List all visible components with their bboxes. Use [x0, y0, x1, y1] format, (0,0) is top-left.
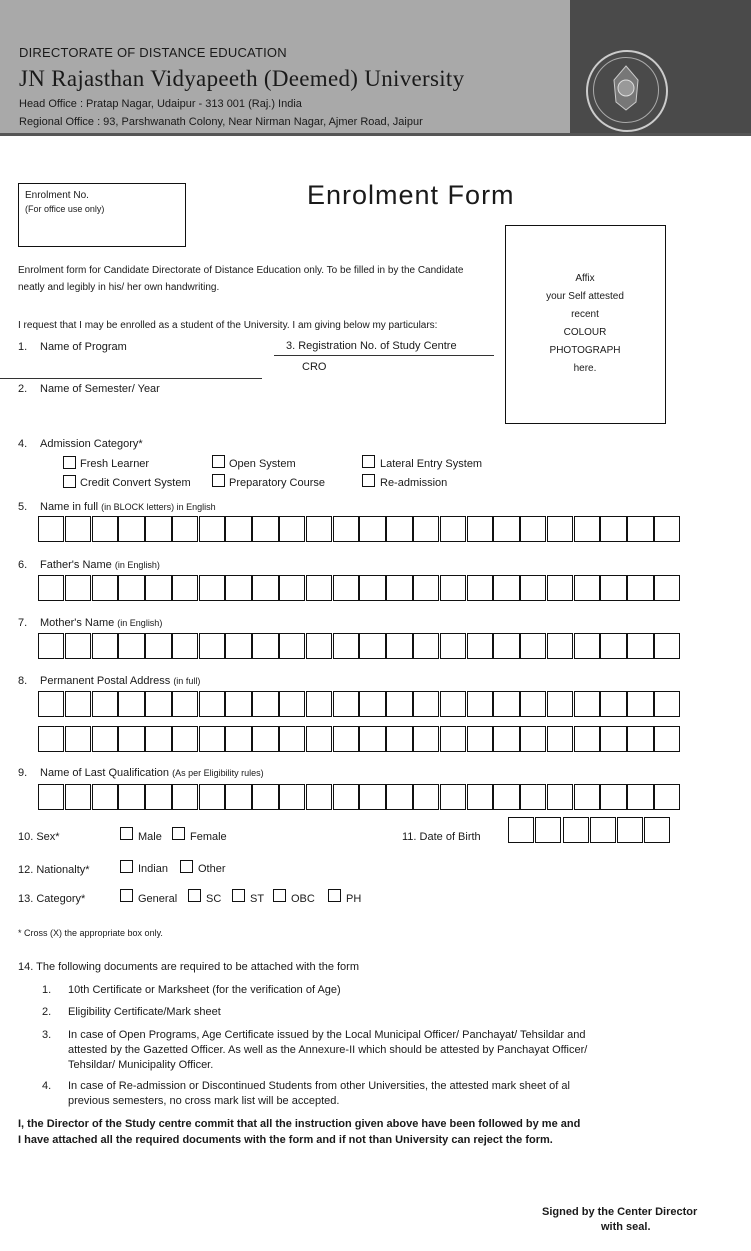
letter-cell[interactable]	[279, 691, 305, 717]
header-rule	[0, 133, 751, 136]
letter-cell[interactable]	[225, 691, 251, 717]
letter-cell[interactable]	[654, 575, 680, 601]
letter-cell[interactable]	[306, 516, 332, 542]
letter-cell[interactable]	[386, 633, 412, 659]
doc-3-text-1: In case of Open Programs, Age Certificate issued by the Local Municipal Officer/ Panchayat/ Tehsildar and	[68, 1029, 586, 1041]
letter-cell[interactable]	[440, 691, 466, 717]
letter-cell[interactable]	[520, 726, 546, 752]
letter-cell[interactable]	[467, 726, 493, 752]
field-9-note: (As per Eligibility rules)	[172, 768, 264, 778]
letter-cell[interactable]	[333, 784, 359, 810]
option-readmission: Re-admission	[380, 477, 448, 489]
field-3-underline	[274, 355, 494, 356]
letter-cell[interactable]	[493, 726, 519, 752]
field-1-label: Name of Program	[40, 341, 127, 353]
letter-cell[interactable]	[413, 726, 439, 752]
letter-cell[interactable]	[627, 633, 653, 659]
field-8-label-text: Permanent Postal Address	[40, 675, 171, 687]
letter-cell[interactable]	[600, 726, 626, 752]
letter-cell[interactable]	[38, 726, 64, 752]
letter-cell[interactable]	[279, 784, 305, 810]
letter-cell[interactable]	[386, 726, 412, 752]
letter-cell[interactable]	[520, 784, 546, 810]
letter-cell[interactable]	[225, 516, 251, 542]
letter-cell[interactable]	[118, 516, 144, 542]
field-3-value: CRO	[302, 361, 327, 373]
field-1-underline[interactable]	[0, 378, 262, 379]
option-st: ST	[250, 893, 265, 905]
letter-cell[interactable]	[440, 784, 466, 810]
qualification-cells[interactable]	[38, 784, 681, 810]
letter-cell[interactable]	[38, 516, 64, 542]
field-4-label: Admission Category*	[40, 438, 143, 450]
option-female: Female	[190, 831, 227, 843]
letter-cell[interactable]	[413, 691, 439, 717]
letter-cell[interactable]	[600, 516, 626, 542]
checkbox-fresh-learner[interactable]	[63, 456, 76, 469]
letter-cell[interactable]	[199, 784, 225, 810]
letter-cell[interactable]	[654, 784, 680, 810]
doc-4-text-2: previous semesters, no cross mark list will be accepted.	[68, 1095, 340, 1107]
letter-cell[interactable]	[520, 575, 546, 601]
checkbox-female[interactable]	[172, 827, 185, 840]
letter-cell[interactable]	[252, 516, 278, 542]
letter-cell[interactable]	[467, 784, 493, 810]
field-10-label: 10. Sex*	[18, 831, 60, 843]
head-office: Head Office : Pratap Nagar, Udaipur - 313 001 (Raj.) India	[19, 98, 302, 110]
letter-cell[interactable]	[279, 726, 305, 752]
dob-day-cells[interactable]	[508, 817, 562, 843]
directorate-title: DIRECTORATE OF DISTANCE EDUCATION	[19, 45, 287, 60]
letter-cell[interactable]	[359, 691, 385, 717]
signature-line-2: with seal.	[601, 1221, 651, 1233]
letter-cell[interactable]	[386, 575, 412, 601]
form-title: Enrolment Form	[307, 180, 515, 210]
field-12-label: 12. Nationalty*	[18, 864, 90, 876]
address-cells-row-2[interactable]	[38, 726, 681, 752]
letter-cell[interactable]	[547, 726, 573, 752]
field-7-label-text: Mother's Name	[40, 617, 115, 629]
letter-cell[interactable]	[279, 516, 305, 542]
address-cells-row-1[interactable]	[38, 691, 681, 717]
letter-cell[interactable]	[225, 633, 251, 659]
doc-3-text-2: attested by the Gazetted Officer. As well as the Annexure-II which should be attested by Panchayat Officer/	[68, 1044, 588, 1056]
field-2-label: Name of Semester/ Year	[40, 383, 160, 395]
dob-cell[interactable]	[644, 817, 670, 843]
letter-cell[interactable]	[654, 633, 680, 659]
letter-cell[interactable]	[225, 784, 251, 810]
letter-cell[interactable]	[547, 516, 573, 542]
letter-cell[interactable]	[252, 784, 278, 810]
letter-cell[interactable]	[199, 516, 225, 542]
letter-cell[interactable]	[118, 691, 144, 717]
photo-instructions	[506, 270, 664, 378]
letter-cell[interactable]	[493, 633, 519, 659]
letter-cell[interactable]	[38, 633, 64, 659]
letter-cell[interactable]	[493, 575, 519, 601]
photo-box[interactable]	[505, 225, 666, 424]
name-cells[interactable]	[38, 516, 681, 542]
dob-cell[interactable]	[590, 817, 616, 843]
field-9-number: 9.	[18, 767, 28, 779]
option-fresh-learner: Fresh Learner	[80, 458, 150, 470]
dob-year-cells[interactable]	[617, 817, 671, 843]
letter-cell[interactable]	[413, 575, 439, 601]
doc-4-text-1: In case of Re-admission or Discontinued Students from other Universities, the attested mark sheet of al	[68, 1080, 570, 1092]
letter-cell[interactable]	[172, 575, 198, 601]
letter-cell[interactable]	[333, 633, 359, 659]
letter-cell[interactable]	[306, 726, 332, 752]
letter-cell[interactable]	[279, 633, 305, 659]
letter-cell[interactable]	[600, 575, 626, 601]
letter-cell[interactable]	[359, 575, 385, 601]
doc-2-number: 2.	[42, 1006, 52, 1018]
letter-cell[interactable]	[92, 633, 118, 659]
letter-cell[interactable]	[172, 784, 198, 810]
letter-cell[interactable]	[547, 691, 573, 717]
letter-cell[interactable]	[92, 516, 118, 542]
letter-cell[interactable]	[306, 633, 332, 659]
doc-3-text-3: Tehsildar/ Municipality Officer.	[68, 1059, 214, 1071]
letter-cell[interactable]	[172, 691, 198, 717]
letter-cell[interactable]	[199, 633, 225, 659]
letter-cell[interactable]	[467, 691, 493, 717]
university-name: JN Rajasthan Vidyapeeth (Deemed) University	[19, 66, 465, 91]
letter-cell[interactable]	[547, 633, 573, 659]
letter-cell[interactable]	[493, 784, 519, 810]
letter-cell[interactable]	[654, 516, 680, 542]
field-1-number: 1.	[18, 341, 28, 353]
letter-cell[interactable]	[467, 633, 493, 659]
letter-cell[interactable]	[92, 691, 118, 717]
letter-cell[interactable]	[199, 575, 225, 601]
photo-line: recent	[571, 309, 599, 320]
letter-cell[interactable]	[574, 633, 600, 659]
letter-cell[interactable]	[333, 516, 359, 542]
letter-cell[interactable]	[252, 633, 278, 659]
letter-cell[interactable]	[467, 516, 493, 542]
letter-cell[interactable]	[386, 784, 412, 810]
letter-cell[interactable]	[413, 633, 439, 659]
letter-cell[interactable]	[92, 726, 118, 752]
field-2-number: 2.	[18, 383, 28, 395]
letter-cell[interactable]	[145, 726, 171, 752]
letter-cell[interactable]	[65, 784, 91, 810]
letter-cell[interactable]	[600, 633, 626, 659]
field-5-note: (in BLOCK letters) in English	[101, 502, 216, 512]
field-5-label-text: Name in full	[40, 501, 99, 513]
regional-office: Regional Office : 93, Parshwanath Colony, Near Nirman Nagar, Ajmer Road, Jaipur	[19, 116, 423, 128]
intro-line-2: neatly and legibly in his/ her own handwriting.	[18, 282, 220, 293]
father-name-cells[interactable]	[38, 575, 681, 601]
letter-cell[interactable]	[172, 726, 198, 752]
checkbox-readmission[interactable]	[362, 474, 375, 487]
letter-cell[interactable]	[92, 575, 118, 601]
letter-cell[interactable]	[600, 784, 626, 810]
photo-line: your Self attested	[546, 291, 624, 302]
option-obc: OBC	[291, 893, 315, 905]
letter-cell[interactable]	[306, 784, 332, 810]
field-8-label	[40, 675, 200, 687]
declaration-line-1: I, the Director of the Study centre commit that all the instruction given above have been followed by me and	[18, 1118, 581, 1130]
documents-heading: 14. The following documents are required to be attached with the form	[18, 961, 359, 973]
option-lateral-entry: Lateral Entry System	[380, 458, 483, 470]
intro-line-1: Enrolment form for Candidate Directorate of Distance Education only. To be filled in by the Candidate	[18, 265, 464, 276]
letter-cell[interactable]	[440, 575, 466, 601]
letter-cell[interactable]	[65, 691, 91, 717]
field-7-number: 7.	[18, 617, 28, 629]
letter-cell[interactable]	[145, 633, 171, 659]
letter-cell[interactable]	[145, 691, 171, 717]
letter-cell[interactable]	[654, 691, 680, 717]
field-13-label: 13. Category*	[18, 893, 86, 905]
option-open-system: Open System	[229, 458, 296, 470]
letter-cell[interactable]	[574, 575, 600, 601]
letter-cell[interactable]	[386, 691, 412, 717]
letter-cell[interactable]	[440, 726, 466, 752]
letter-cell[interactable]	[627, 784, 653, 810]
letter-cell[interactable]	[359, 516, 385, 542]
letter-cell[interactable]	[627, 691, 653, 717]
letter-cell[interactable]	[440, 516, 466, 542]
letter-cell[interactable]	[493, 516, 519, 542]
letter-cell[interactable]	[199, 726, 225, 752]
letter-cell[interactable]	[413, 784, 439, 810]
doc-3-number: 3.	[42, 1029, 52, 1041]
letter-cell[interactable]	[333, 575, 359, 601]
option-sc: SC	[206, 893, 222, 905]
letter-cell[interactable]	[413, 516, 439, 542]
photo-line: here.	[573, 363, 597, 374]
checkbox-ph[interactable]	[328, 889, 341, 902]
letter-cell[interactable]	[440, 633, 466, 659]
letter-cell[interactable]	[118, 575, 144, 601]
field-5-label	[40, 501, 216, 513]
checkbox-indian[interactable]	[120, 860, 133, 873]
letter-cell[interactable]	[225, 575, 251, 601]
declaration-line-2: I have attached all the required documents with the form and if not than University can reject the form.	[18, 1134, 553, 1146]
letter-cell[interactable]	[38, 691, 64, 717]
letter-cell[interactable]	[279, 575, 305, 601]
checkbox-other[interactable]	[180, 860, 193, 873]
field-3-label: 3. Registration No. of Study Centre	[286, 340, 457, 352]
letter-cell[interactable]	[306, 575, 332, 601]
letter-cell[interactable]	[574, 726, 600, 752]
letter-cell[interactable]	[225, 726, 251, 752]
field-9-label	[40, 767, 264, 779]
letter-cell[interactable]	[654, 726, 680, 752]
dob-cell[interactable]	[563, 817, 589, 843]
photo-line: COLOUR	[563, 327, 607, 338]
letter-cell[interactable]	[199, 691, 225, 717]
letter-cell[interactable]	[65, 575, 91, 601]
seal-inner-ring	[593, 57, 659, 123]
letter-cell[interactable]	[359, 633, 385, 659]
field-9-label-text: Name of Last Qualification	[40, 767, 170, 779]
letter-cell[interactable]	[333, 726, 359, 752]
letter-cell[interactable]	[145, 784, 171, 810]
option-ph: PH	[346, 893, 362, 905]
letter-cell[interactable]	[38, 784, 64, 810]
checkbox-credit-convert[interactable]	[63, 475, 76, 488]
field-8-number: 8.	[18, 675, 28, 687]
field-4-number: 4.	[18, 438, 28, 450]
letter-cell[interactable]	[627, 516, 653, 542]
letter-cell[interactable]	[467, 575, 493, 601]
letter-cell[interactable]	[252, 575, 278, 601]
letter-cell[interactable]	[520, 516, 546, 542]
doc-2-text: Eligibility Certificate/Mark sheet	[68, 1006, 221, 1018]
letter-cell[interactable]	[574, 784, 600, 810]
checkbox-open-system[interactable]	[212, 455, 225, 468]
letter-cell[interactable]	[145, 516, 171, 542]
letter-cell[interactable]	[547, 575, 573, 601]
field-6-label	[40, 559, 160, 571]
option-male: Male	[138, 831, 162, 843]
dob-cell[interactable]	[617, 817, 643, 843]
letter-cell[interactable]	[118, 633, 144, 659]
doc-1-number: 1.	[42, 984, 52, 996]
mother-name-cells[interactable]	[38, 633, 681, 659]
checkbox-st[interactable]	[232, 889, 245, 902]
letter-cell[interactable]	[92, 784, 118, 810]
field-11-label: 11. Date of Birth	[402, 831, 481, 843]
doc-4-number: 4.	[42, 1080, 52, 1092]
field-8-note: (in full)	[173, 676, 201, 686]
cross-note: * Cross (X) the appropriate box only.	[18, 928, 163, 938]
letter-cell[interactable]	[520, 633, 546, 659]
letter-cell[interactable]	[172, 633, 198, 659]
letter-cell[interactable]	[574, 691, 600, 717]
field-6-note: (in English)	[114, 560, 160, 570]
photo-line: PHOTOGRAPH	[549, 345, 621, 356]
checkbox-lateral-entry[interactable]	[362, 455, 375, 468]
checkbox-sc[interactable]	[188, 889, 201, 902]
doc-1-text: 10th Certificate or Marksheet (for the verification of Age)	[68, 984, 341, 996]
letter-cell[interactable]	[65, 633, 91, 659]
letter-cell[interactable]	[493, 691, 519, 717]
option-general: General	[138, 893, 178, 905]
checkbox-male[interactable]	[120, 827, 133, 840]
letter-cell[interactable]	[386, 516, 412, 542]
letter-cell[interactable]	[520, 691, 546, 717]
enrolment-number-note: (For office use only)	[25, 204, 105, 214]
letter-cell[interactable]	[252, 691, 278, 717]
field-7-label	[40, 617, 162, 629]
letter-cell[interactable]	[118, 784, 144, 810]
request-text: I request that I may be enrolled as a student of the University. I am giving below my particulars:	[18, 320, 438, 331]
enrolment-number-label: Enrolment No.	[25, 190, 89, 201]
letter-cell[interactable]	[359, 726, 385, 752]
enrolment-number-box[interactable]	[18, 183, 186, 247]
checkbox-general[interactable]	[120, 889, 133, 902]
dob-cell[interactable]	[508, 817, 534, 843]
field-5-number: 5.	[18, 501, 28, 513]
option-indian: Indian	[138, 863, 168, 875]
field-7-note: (in English)	[117, 618, 163, 628]
letter-cell[interactable]	[547, 784, 573, 810]
letter-cell[interactable]	[574, 516, 600, 542]
letter-cell[interactable]	[38, 575, 64, 601]
letter-cell[interactable]	[65, 516, 91, 542]
option-other: Other	[198, 863, 226, 875]
letter-cell[interactable]	[333, 691, 359, 717]
signature-line-1: Signed by the Center Director	[542, 1206, 698, 1218]
checkbox-obc[interactable]	[273, 889, 286, 902]
letter-cell[interactable]	[172, 516, 198, 542]
option-preparatory: Preparatory Course	[229, 477, 325, 489]
field-6-number: 6.	[18, 559, 28, 571]
letter-cell[interactable]	[145, 575, 171, 601]
letter-cell[interactable]	[600, 691, 626, 717]
letter-cell[interactable]	[627, 575, 653, 601]
letter-cell[interactable]	[65, 726, 91, 752]
option-credit-convert: Credit Convert System	[80, 477, 191, 489]
dob-cell[interactable]	[535, 817, 561, 843]
letter-cell[interactable]	[118, 726, 144, 752]
letter-cell[interactable]	[306, 691, 332, 717]
dob-month-cells[interactable]	[563, 817, 617, 843]
checkbox-preparatory[interactable]	[212, 474, 225, 487]
letter-cell[interactable]	[359, 784, 385, 810]
photo-line: Affix	[575, 273, 595, 284]
letter-cell[interactable]	[627, 726, 653, 752]
field-6-label-text: Father's Name	[40, 559, 112, 571]
letter-cell[interactable]	[252, 726, 278, 752]
